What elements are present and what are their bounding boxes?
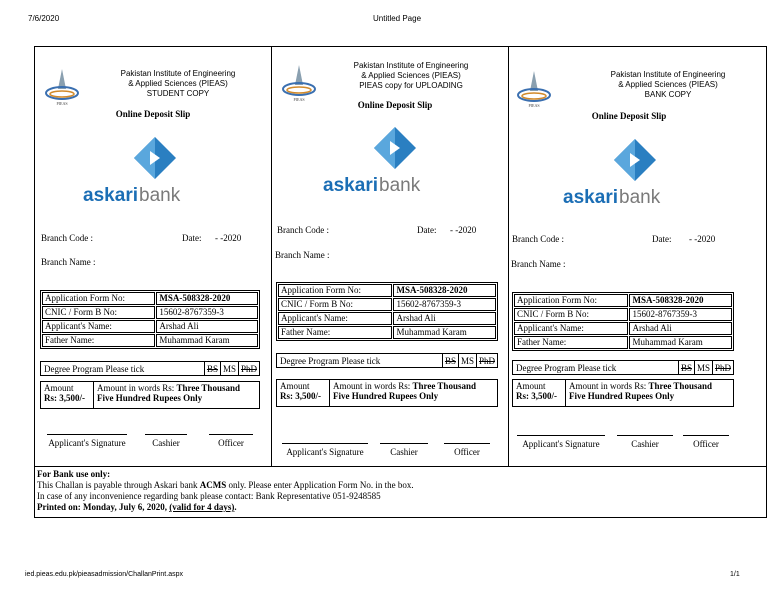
amount-value: Rs: 3,500/-	[44, 393, 85, 403]
amount-words: Three Thousand Five Hundred Rupees Only	[569, 381, 712, 401]
bank-use-line1: This Challan is payable through Askari bank ACMS only. Please enter Application Form No. in the box.	[37, 480, 414, 490]
date-label: Date:	[652, 234, 672, 244]
degree-ms-option: MS	[458, 354, 476, 367]
table-row	[514, 294, 732, 307]
degree-phd-option: PhD	[712, 361, 733, 374]
applicant-info-table	[40, 290, 260, 349]
pieas-logo	[43, 67, 81, 107]
cashier-signature: Cashier	[380, 443, 428, 457]
branch-name-label: Branch Name :	[511, 259, 566, 269]
table-row	[42, 334, 258, 347]
branch-code-label: Branch Code :	[41, 233, 93, 243]
slip-heading: Online Deposit Slip	[591, 111, 667, 121]
table-row	[278, 298, 496, 311]
father-value: Muhammad Karam	[629, 336, 732, 349]
institute-line1: Pakistan Institute of Engineering	[353, 61, 469, 70]
amount-value: Rs: 3,500/-	[280, 391, 321, 401]
date-value: - -2020	[450, 225, 477, 235]
date-label: Date:	[182, 233, 202, 243]
institute-line2: & Applied Sciences (PIEAS)	[128, 79, 228, 88]
svg-text:PIEAS: PIEAS	[528, 103, 540, 108]
name-label: Applicant's Name:	[278, 312, 392, 325]
bank-name-sub: bank	[619, 187, 661, 208]
degree-program-box	[276, 353, 498, 368]
bank-use-line2: In case of any inconvenience regarding bank please contact: Bank Representative 051-9248585	[37, 491, 381, 501]
table-row	[42, 306, 258, 319]
table-row	[42, 320, 258, 333]
pieas-copy	[272, 47, 509, 466]
printed-on-line: Printed on: Monday, July 6, 2020, (valid for 4 days).	[37, 502, 237, 512]
bank-name-sub: bank	[139, 185, 181, 206]
degree-label: Degree Program Please tick	[44, 363, 145, 374]
applicant-signature: Applicant's Signature	[47, 434, 127, 448]
branch-code-label: Branch Code :	[512, 234, 564, 244]
challan-form	[34, 46, 767, 518]
applicant-signature: Applicant's Signature	[282, 443, 368, 457]
svg-text:PIEAS: PIEAS	[56, 101, 68, 106]
page-number: 1/1	[730, 571, 740, 578]
form-no-label: Application Form No:	[278, 284, 392, 297]
name-value: Arshad Ali	[393, 312, 496, 325]
bank-copy	[509, 47, 766, 466]
form-no-label: Application Form No:	[514, 294, 628, 307]
table-row	[514, 322, 732, 335]
institute-header	[93, 69, 263, 99]
cnic-value: 15602-8767359-3	[629, 308, 732, 321]
pieas-logo	[280, 63, 318, 103]
branch-code-label: Branch Code :	[277, 225, 329, 235]
officer-signature: Officer	[444, 443, 490, 457]
page-url: ied.pieas.edu.pk/pieasadmission/ChallanPrint.aspx	[25, 571, 183, 578]
cnic-label: CNIC / Form B No:	[278, 298, 392, 311]
degree-label: Degree Program Please tick	[280, 355, 381, 366]
print-date: 7/6/2020	[28, 14, 60, 23]
cnic-label: CNIC / Form B No:	[514, 308, 628, 321]
cnic-value: 15602-8767359-3	[393, 298, 496, 311]
degree-label: Degree Program Please tick	[516, 362, 617, 373]
table-row	[42, 292, 258, 305]
institute-line2: & Applied Sciences (PIEAS)	[361, 71, 461, 80]
page-title: Untitled Page	[373, 14, 422, 23]
bank-use-heading: For Bank use only:	[37, 469, 111, 479]
branch-name-label: Branch Name :	[41, 257, 96, 267]
askari-bank-logo	[560, 131, 710, 216]
table-row	[514, 336, 732, 349]
name-label: Applicant's Name:	[42, 320, 155, 333]
form-no-value: MSA-508328-2020	[393, 284, 496, 297]
cashier-signature: Cashier	[617, 435, 673, 449]
slip-heading: Online Deposit Slip	[357, 100, 433, 110]
applicant-info-table	[276, 282, 498, 341]
officer-signature: Officer	[683, 435, 729, 449]
amount-words-label: Amount in words Rs:	[333, 381, 411, 391]
officer-signature: Officer	[209, 434, 253, 448]
amount-label: Amount	[516, 381, 546, 391]
bank-name-main: askari	[563, 187, 618, 208]
father-label: Father Name:	[514, 336, 628, 349]
amount-label: Amount	[44, 383, 74, 393]
table-row	[278, 312, 496, 325]
amount-box	[40, 381, 260, 409]
institute-line1: Pakistan Institute of Engineering	[120, 69, 236, 78]
amount-label: Amount	[280, 381, 310, 391]
degree-bs-option: BS	[442, 354, 458, 367]
askari-bank-logo	[80, 129, 230, 214]
father-value: Muhammad Karam	[156, 334, 258, 347]
pieas-logo	[515, 69, 553, 109]
institute-line1: Pakistan Institute of Engineering	[610, 70, 726, 79]
date-value: - -2020	[215, 233, 242, 243]
applicant-info-table	[512, 292, 734, 351]
bank-name-main: askari	[323, 175, 378, 196]
date-value: - -2020	[689, 234, 716, 244]
branch-name-label: Branch Name :	[275, 250, 330, 260]
degree-phd-option: PhD	[476, 354, 497, 367]
bank-use-section	[35, 466, 766, 518]
bank-name-main: askari	[83, 185, 138, 206]
institute-header	[583, 70, 753, 100]
amount-words: Three Thousand Five Hundred Rupees Only	[97, 383, 240, 403]
institute-header	[326, 61, 496, 91]
degree-bs-option: BS	[204, 362, 220, 375]
amount-words-label: Amount in words Rs:	[97, 383, 175, 393]
degree-program-box	[40, 361, 260, 376]
svg-text:PIEAS: PIEAS	[293, 97, 305, 102]
cnic-label: CNIC / Form B No:	[42, 306, 155, 319]
table-row	[278, 326, 496, 339]
copy-label: BANK COPY	[644, 90, 692, 99]
father-label: Father Name:	[278, 326, 392, 339]
table-row	[514, 308, 732, 321]
amount-value: Rs: 3,500/-	[516, 391, 557, 401]
institute-line2: & Applied Sciences (PIEAS)	[618, 80, 718, 89]
name-value: Arshad Ali	[156, 320, 258, 333]
form-no-value: MSA-508328-2020	[156, 292, 258, 305]
father-label: Father Name:	[42, 334, 155, 347]
degree-program-box	[512, 360, 734, 375]
date-label: Date:	[417, 225, 437, 235]
degree-bs-option: BS	[678, 361, 694, 374]
student-copy	[35, 47, 272, 466]
askari-bank-logo	[320, 119, 470, 204]
name-value: Arshad Ali	[629, 322, 732, 335]
applicant-signature: Applicant's Signature	[517, 435, 605, 449]
table-row	[278, 284, 496, 297]
degree-phd-option: PhD	[238, 362, 259, 375]
degree-ms-option: MS	[220, 362, 238, 375]
cnic-value: 15602-8767359-3	[156, 306, 258, 319]
amount-box	[512, 379, 734, 407]
form-no-label: Application Form No:	[42, 292, 155, 305]
copy-label: STUDENT COPY	[146, 89, 210, 98]
form-no-value: MSA-508328-2020	[629, 294, 732, 307]
amount-box	[276, 379, 498, 407]
father-value: Muhammad Karam	[393, 326, 496, 339]
cashier-signature: Cashier	[145, 434, 187, 448]
copy-label: PIEAS copy for UPLOADING	[359, 81, 463, 90]
name-label: Applicant's Name:	[514, 322, 628, 335]
amount-words-label: Amount in words Rs:	[569, 381, 647, 391]
bank-name-sub: bank	[379, 175, 421, 196]
amount-words: Three Thousand Five Hundred Rupees Only	[333, 381, 476, 401]
slip-heading: Online Deposit Slip	[115, 109, 191, 119]
degree-ms-option: MS	[694, 361, 712, 374]
